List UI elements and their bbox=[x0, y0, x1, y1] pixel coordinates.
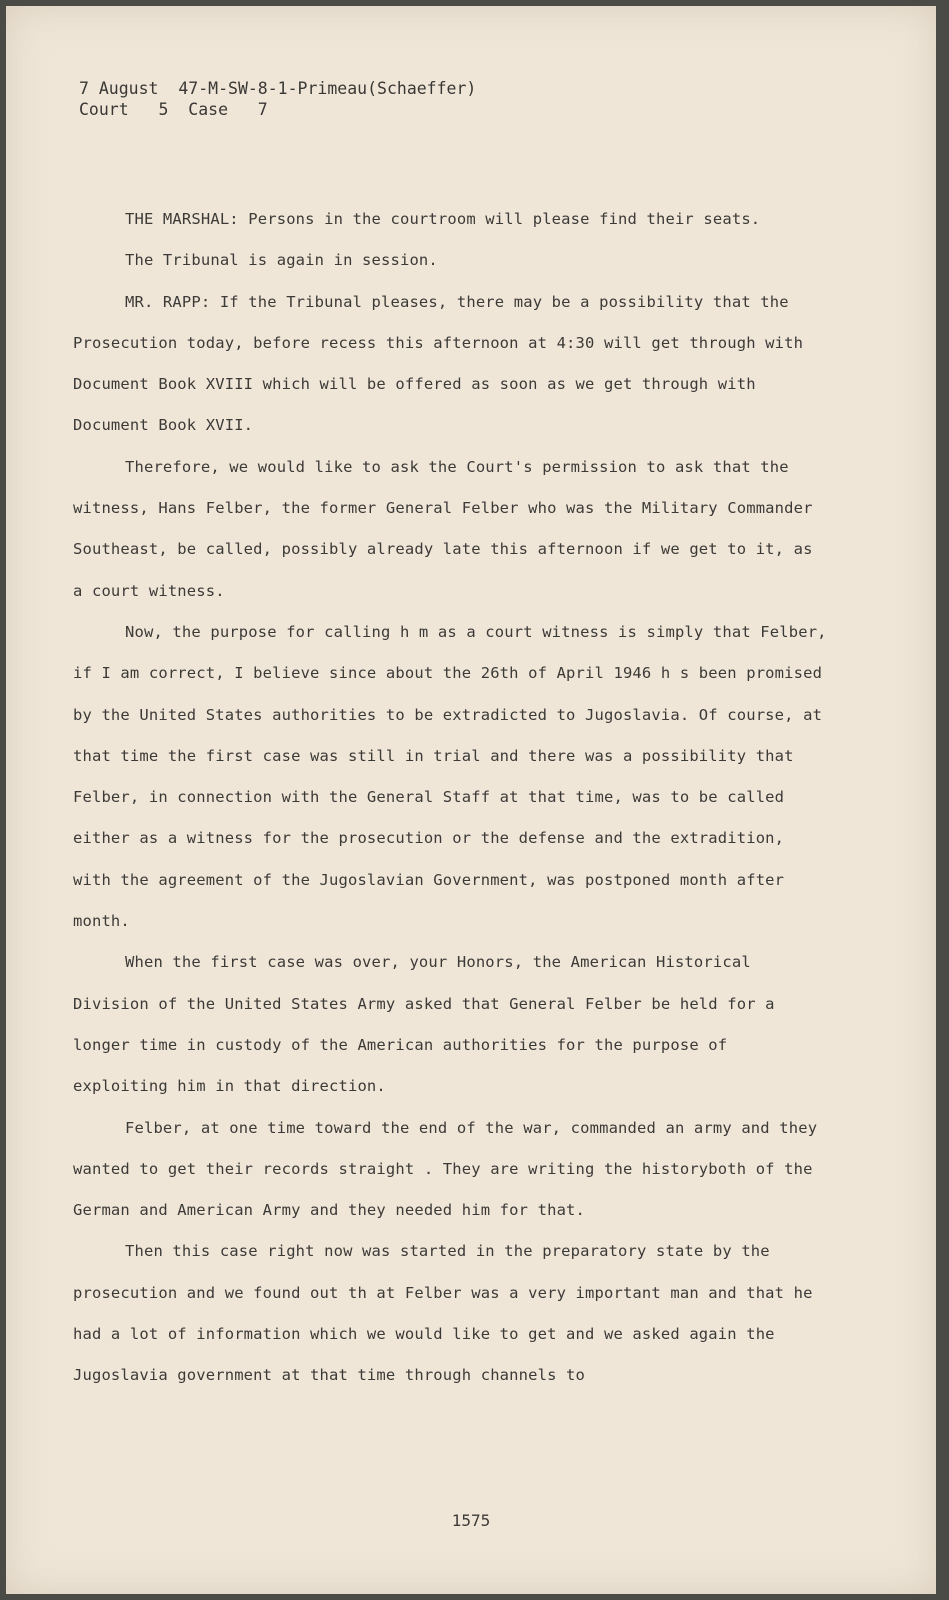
paragraph-permission: Therefore, we would like to ask the Court's permission to ask that the witness, Hans Felber, the former General Felber who was the Military Commander Southeast, be called, possibly already late this afternoon if we get to it, as a court witness. bbox=[73, 457, 813, 600]
paragraph-army-records: Felber, at one time toward the end of the war, commanded an army and they wanted to get their records straight . They are writing the historyboth of the German and American Army and they needed him for that. bbox=[73, 1118, 818, 1220]
paragraph-rapp: MR. RAPP: If the Tribunal pleases, there may be a possibility that the Prosecution today, before recess this afternoon at 4:30 will get through with Document Book XVIII which will be offered as soon as we get through with Document Book XVII. bbox=[73, 292, 804, 435]
paragraph-historical-division: When the first case was over, your Honors, the American Historical Division of the United States Army asked that General Felber be held for a longer time in custody of the American authorities for the purpose of exploiting him in that direction. bbox=[73, 953, 775, 1096]
header-line-2: Court 5 Case 7 bbox=[79, 100, 268, 119]
header-line-1: 7 August 47-M-SW-8-1-Primeau(Schaeffer) bbox=[79, 79, 477, 98]
page-number: 1575 bbox=[451, 1511, 491, 1530]
document-page bbox=[6, 6, 936, 1594]
paragraph-session: The Tribunal is again in session. bbox=[125, 251, 438, 270]
document-header bbox=[79, 78, 476, 120]
paragraph-preparatory: Then this case right now was started in the preparatory state by the prosecution and we found out th at Felber was a very important man and that he had a lot of information which we would like to get and we asked again the Jugoslavia government at that time through channels to bbox=[73, 1242, 813, 1385]
transcript-body bbox=[73, 199, 829, 1397]
paragraph-marshal: THE MARSHAL: Persons in the courtroom will please find their seats. bbox=[125, 210, 761, 228]
paragraph-purpose: Now, the purpose for calling h m as a court witness is simply that Felber, if I am correct, I believe since about the 26th of April 1946 h s been promised by the United States authorities to be extradicted to Jugoslavia. Of course, at that time the first case was still in trial and there was a possibility that Felber, in connection with the General Staff at that time, was to be called either as a witness for the prosecution or the defense and the extradition, with the agreement of the Jugoslavian Government, was postponed month after month. bbox=[73, 622, 827, 931]
